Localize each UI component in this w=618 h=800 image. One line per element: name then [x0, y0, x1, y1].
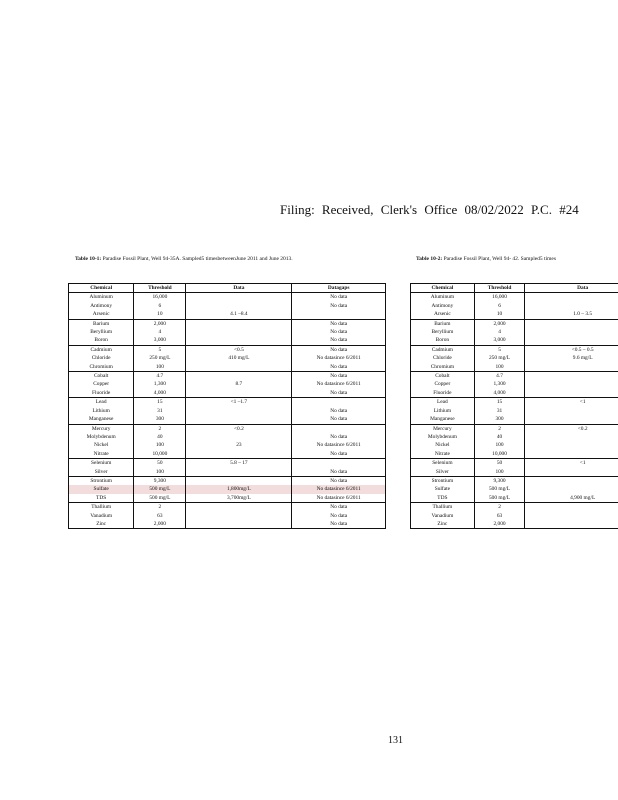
- table-cell: Strontium: [90, 477, 112, 484]
- table-row: [411, 389, 618, 398]
- table-2: [410, 283, 618, 529]
- table-cell: No data: [292, 302, 386, 310]
- table-row: [411, 336, 618, 345]
- table-cell: No data: [292, 512, 386, 520]
- table-row: [69, 450, 386, 459]
- table-cell: [525, 372, 618, 381]
- table-cell: 16,000: [134, 293, 186, 302]
- table-cell: 10,000: [474, 450, 525, 459]
- table-cell: 2: [134, 503, 186, 512]
- table-row: [411, 380, 618, 388]
- table-cell: 250 mg/L: [134, 354, 186, 362]
- table-cell: Vanadium: [90, 512, 113, 519]
- table-cell: Silver: [69, 468, 134, 477]
- table-cell: Nitrate: [411, 450, 475, 459]
- table-cell: Barium: [93, 320, 110, 327]
- table-cell: Nitrate: [69, 450, 134, 459]
- table-cell: No data: [292, 468, 386, 477]
- table-row: [69, 363, 386, 372]
- table-cell: [186, 293, 292, 302]
- table-row: [411, 503, 618, 512]
- table-cell: Chloride: [432, 355, 452, 362]
- table-cell: [186, 468, 292, 477]
- table-cell: 4,000: [474, 389, 525, 398]
- table-cell: Nickel: [435, 442, 450, 449]
- table-cell: [186, 520, 292, 529]
- table-cell: No data: [292, 372, 386, 381]
- table-cell: No data: [292, 293, 386, 302]
- table-row: [69, 389, 386, 398]
- table-cell: No data: [292, 363, 386, 372]
- table-cell: [525, 468, 618, 477]
- table-row: [69, 468, 386, 477]
- table-cell: 4.1 –8.4: [186, 310, 292, 319]
- table-row: [69, 512, 386, 520]
- table-cell: 100: [474, 468, 525, 477]
- table-cell: 3,700mg/L: [186, 494, 292, 503]
- column-header: Threshold: [474, 284, 525, 293]
- table-cell: Mercury: [91, 425, 111, 432]
- table-cell: 4.7: [134, 372, 186, 381]
- table-cell: [186, 328, 292, 336]
- table-row: [69, 310, 386, 319]
- table-cell: [525, 441, 618, 449]
- table-cell: Cobalt: [93, 373, 109, 380]
- table-1-body: [69, 293, 386, 529]
- table-cell: Arsenic: [411, 310, 475, 319]
- table-row: [411, 450, 618, 459]
- table-cell: 1,300: [134, 380, 186, 388]
- table-cell: [525, 363, 618, 372]
- table-row: [411, 372, 618, 381]
- table-cell: [186, 407, 292, 415]
- table-row: [69, 302, 386, 310]
- table-cell: [186, 372, 292, 381]
- table-cell: Boron: [69, 336, 134, 345]
- table-1-caption-number: Table 10-1:: [75, 256, 102, 262]
- table-cell: 2: [134, 424, 186, 433]
- table-cell: [525, 476, 618, 485]
- table-row: [69, 503, 386, 512]
- table-cell: No datasince 6/2011: [292, 441, 386, 449]
- table-cell: Sulfate: [69, 485, 134, 493]
- table-row: [69, 476, 386, 485]
- table-cell: Selenium: [432, 460, 453, 467]
- column-header: Data: [186, 284, 292, 293]
- table-row: [411, 345, 618, 354]
- table-1: [68, 283, 386, 529]
- table-row: [411, 433, 618, 441]
- table-cell: 16,000: [474, 293, 525, 302]
- table-cell: 50: [134, 459, 186, 468]
- table-cell: Molybdenum: [427, 433, 457, 440]
- table-cell: 5.8 – 17: [186, 459, 292, 468]
- column-header: Data: [525, 284, 618, 293]
- table-cell: [525, 328, 618, 336]
- table-cell: No data: [292, 336, 386, 345]
- table-row: [69, 485, 386, 493]
- table-cell: No data: [292, 328, 386, 336]
- table-cell: [525, 520, 618, 529]
- table-cell: No data: [292, 415, 386, 424]
- table-row: [411, 512, 618, 520]
- table-cell: [292, 424, 386, 433]
- table-row: [411, 520, 618, 529]
- table-cell: [525, 293, 618, 302]
- table-cell: 10: [474, 310, 525, 319]
- table-cell: [525, 380, 618, 388]
- table-cell: Manganese: [411, 415, 475, 424]
- table-cell: Boron: [411, 336, 475, 345]
- table-row: [411, 328, 618, 336]
- table-cell: 2,000: [134, 520, 186, 529]
- table-cell: No datasince 6/2011: [292, 354, 386, 362]
- table-row: [411, 363, 618, 372]
- table-cell: 500 mg/L: [474, 494, 525, 503]
- table-cell: [186, 363, 292, 372]
- table-cell: 31: [134, 407, 186, 415]
- table-cell: 9,300: [474, 476, 525, 485]
- table-cell: Zinc: [411, 520, 475, 529]
- table-cell: 410 mg/L: [186, 354, 292, 362]
- table-cell: 2,000: [474, 319, 525, 328]
- table-cell: Thallium: [432, 504, 453, 511]
- table-cell: Antimony: [431, 302, 454, 309]
- table-cell: Copper: [434, 381, 451, 388]
- table-cell: Lithium: [433, 407, 452, 414]
- table-cell: Molybdenum: [86, 433, 116, 440]
- table-cell: <0.2: [525, 424, 618, 433]
- table-cell: 31: [474, 407, 525, 415]
- column-header: Chemical: [411, 284, 475, 293]
- table-cell: 100: [474, 363, 525, 372]
- table-row: [69, 354, 386, 362]
- table-cell: Arsenic: [69, 310, 134, 319]
- table-cell: No data: [292, 407, 386, 415]
- table-row: [69, 494, 386, 503]
- table-cell: 500 mg/L: [474, 485, 525, 493]
- table-row: [411, 415, 618, 424]
- table-cell: 9.6 mg/L: [525, 354, 618, 362]
- table-cell: [292, 310, 386, 319]
- table-2-caption-number: Table 10-2:: [416, 256, 443, 262]
- table-cell: No datasince 6/2011: [292, 494, 386, 503]
- table-cell: 4: [134, 328, 186, 336]
- table-row: [411, 441, 618, 449]
- table-cell: [186, 450, 292, 459]
- table-row: [411, 407, 618, 415]
- table-cell: 6: [474, 302, 525, 310]
- table-row: [69, 372, 386, 381]
- table-2-body: [411, 293, 618, 529]
- table-cell: Fluoride: [69, 389, 134, 398]
- table-cell: 63: [134, 512, 186, 520]
- table-cell: 6: [134, 302, 186, 310]
- table-cell: [186, 415, 292, 424]
- table-cell: [186, 512, 292, 520]
- table-cell: [186, 336, 292, 345]
- table-2-header-row: [411, 284, 618, 293]
- table-cell: TDS: [411, 494, 475, 503]
- table-cell: Cobalt: [435, 373, 450, 380]
- table-cell: 4: [474, 328, 525, 336]
- table-cell: Chromium: [69, 363, 134, 372]
- table-row: [69, 415, 386, 424]
- table-cell: Cadmium: [431, 346, 453, 353]
- table-cell: Beryllium: [90, 329, 113, 336]
- table-cell: No data: [292, 433, 386, 441]
- table-cell: 100: [134, 441, 186, 449]
- table-cell: [525, 512, 618, 520]
- table-cell: No data: [292, 319, 386, 328]
- table-row: [69, 433, 386, 441]
- table-row: [69, 319, 386, 328]
- table-cell: Sulfate: [434, 486, 451, 493]
- table-row: [69, 293, 386, 302]
- table-cell: [525, 389, 618, 398]
- table-row: [69, 345, 386, 354]
- table-2-caption: [416, 255, 556, 263]
- table-cell: No data: [292, 345, 386, 354]
- table-cell: Beryllium: [431, 329, 454, 336]
- table-cell: <1 –1.7: [186, 398, 292, 407]
- table-cell: 10,000: [134, 450, 186, 459]
- table-1-caption-text: Paradise Fossil Plant, Well 94-35A. Sampled5 timesbetweenJune 2011 and June 2013.: [102, 256, 293, 262]
- table-cell: 4,000: [134, 389, 186, 398]
- table-cell: 15: [134, 398, 186, 407]
- table-cell: [525, 503, 618, 512]
- table-cell: 8.7: [186, 380, 292, 388]
- table-cell: 1.0 – 3.5: [525, 310, 618, 319]
- table-cell: No data: [292, 520, 386, 529]
- table-cell: Mercury: [433, 425, 452, 432]
- table-cell: <0.2: [186, 424, 292, 433]
- table-cell: 100: [474, 441, 525, 449]
- table-cell: Lead: [436, 399, 448, 406]
- table-cell: No data: [292, 503, 386, 512]
- table-1-header-row: [69, 284, 386, 293]
- table-cell: [186, 389, 292, 398]
- table-row: [411, 310, 618, 319]
- table-cell: [525, 319, 618, 328]
- table-cell: 500 mg/L: [134, 494, 186, 503]
- table-cell: 2: [474, 424, 525, 433]
- table-cell: Manganese: [69, 415, 134, 424]
- table-cell: Aluminum: [89, 294, 113, 301]
- table-cell: <1: [525, 398, 618, 407]
- table-row: [411, 424, 618, 433]
- table-row: [69, 441, 386, 449]
- table-cell: <0.5: [186, 345, 292, 354]
- column-header: Chemical: [69, 284, 134, 293]
- table-row: [411, 293, 618, 302]
- filing-stamp: Filing: Received, Clerk's Office 08/02/2022 P.C. #24: [280, 202, 579, 217]
- table-cell: <1: [525, 459, 618, 468]
- table-cell: [292, 398, 386, 407]
- table-cell: [525, 302, 618, 310]
- table-cell: [186, 319, 292, 328]
- table-cell: [525, 415, 618, 424]
- table-cell: Fluoride: [411, 389, 475, 398]
- table-cell: 5: [134, 345, 186, 354]
- table-cell: 63: [474, 512, 525, 520]
- table-cell: 5: [474, 345, 525, 354]
- table-row: [411, 494, 618, 503]
- table-cell: [292, 459, 386, 468]
- table-cell: [525, 336, 618, 345]
- table-row: [411, 354, 618, 362]
- table-row: [69, 407, 386, 415]
- table-cell: 2,000: [474, 520, 525, 529]
- table-cell: Antimony: [90, 302, 113, 309]
- table-cell: Copper: [93, 381, 110, 388]
- table-cell: 1,300: [474, 380, 525, 388]
- table-cell: Lithium: [92, 407, 110, 414]
- table-cell: 2,000: [134, 319, 186, 328]
- table-2-caption-text: Paradise Fossil Plant, Well 94- 42. Sampled5 times: [443, 256, 556, 262]
- table-cell: 40: [474, 433, 525, 441]
- table-cell: Silver: [411, 468, 475, 477]
- table-cell: 4.7: [474, 372, 525, 381]
- column-header: Datagaps: [292, 284, 386, 293]
- table-cell: 250 mg/L: [474, 354, 525, 362]
- table-row: [69, 328, 386, 336]
- table-row: [411, 459, 618, 468]
- table-cell: [186, 503, 292, 512]
- table-cell: Selenium: [90, 460, 112, 467]
- table-cell: 50: [474, 459, 525, 468]
- table-cell: Chromium: [411, 363, 475, 372]
- table-cell: No data: [292, 476, 386, 485]
- table-row: [411, 398, 618, 407]
- table-cell: Aluminum: [430, 294, 455, 301]
- table-cell: Chloride: [91, 355, 111, 362]
- table-cell: No datasince 6/2011: [292, 485, 386, 493]
- table-cell: 300: [474, 415, 525, 424]
- table-row: [69, 424, 386, 433]
- table-cell: [186, 476, 292, 485]
- table-cell: [186, 433, 292, 441]
- table-cell: 100: [134, 468, 186, 477]
- table-cell: No data: [292, 450, 386, 459]
- table-cell: Thallium: [91, 504, 112, 511]
- page-number: 131: [388, 735, 403, 746]
- table-row: [69, 380, 386, 388]
- table-row: [411, 476, 618, 485]
- table-cell: Barium: [434, 320, 451, 327]
- table-cell: [525, 485, 618, 493]
- table-cell: Nickel: [93, 442, 109, 449]
- table-cell: 1,800mg/L: [186, 485, 292, 493]
- table-cell: 10: [134, 310, 186, 319]
- table-cell: Vanadium: [431, 512, 454, 519]
- table-cell: 9,300: [134, 476, 186, 485]
- table-cell: Lead: [95, 399, 107, 406]
- table-cell: Strontium: [431, 477, 454, 484]
- table-row: [69, 336, 386, 345]
- table-row: [411, 319, 618, 328]
- table-row: [411, 485, 618, 493]
- table-row: [411, 302, 618, 310]
- table-cell: [525, 450, 618, 459]
- table-cell: 500 mg/L: [134, 485, 186, 493]
- table-row: [69, 459, 386, 468]
- table-cell: TDS: [69, 494, 134, 503]
- table-cell: Cadmium: [90, 346, 112, 353]
- table-cell: No datasince 6/2011: [292, 380, 386, 388]
- column-header: Threshold: [134, 284, 186, 293]
- table-cell: 23: [186, 441, 292, 449]
- table-cell: <0.5 – 0.5: [525, 345, 618, 354]
- table-1-caption: [75, 255, 293, 263]
- table-cell: 2: [474, 503, 525, 512]
- table-cell: [525, 433, 618, 441]
- table-row: [69, 520, 386, 529]
- table-cell: 300: [134, 415, 186, 424]
- table-cell: 40: [134, 433, 186, 441]
- table-row: [411, 468, 618, 477]
- table-cell: Zinc: [69, 520, 134, 529]
- table-cell: 3,000: [474, 336, 525, 345]
- table-row: [69, 398, 386, 407]
- table-cell: 15: [474, 398, 525, 407]
- table-cell: 4,900 mg/L: [525, 494, 618, 503]
- table-cell: 100: [134, 363, 186, 372]
- table-cell: 3,000: [134, 336, 186, 345]
- table-cell: No data: [292, 389, 386, 398]
- table-cell: [186, 302, 292, 310]
- table-cell: [525, 407, 618, 415]
